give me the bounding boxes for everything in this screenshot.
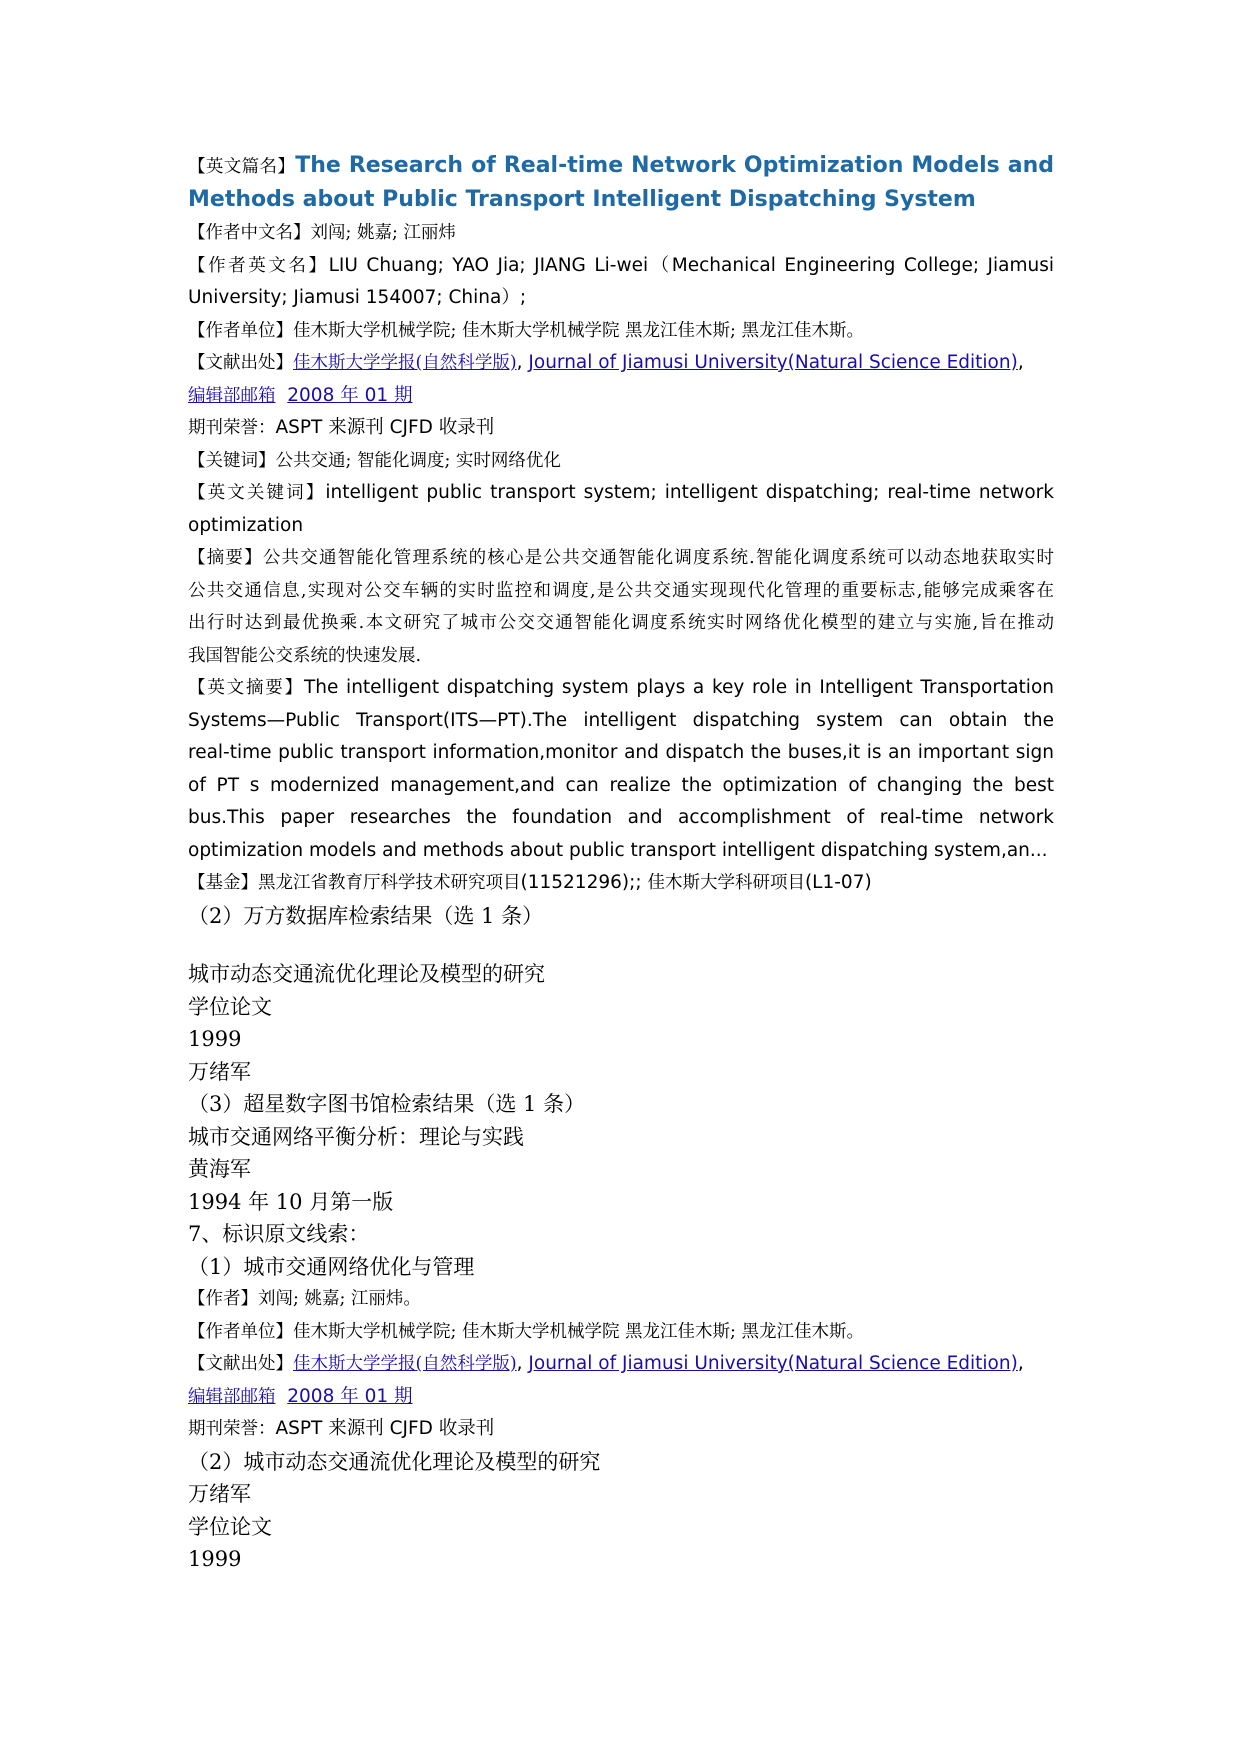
journal-honor-value: ASPT 来源刊 CJFD 收录刊 bbox=[275, 417, 495, 438]
abstract-text-2: 公共交通信息,实现对公交车辆的实时监控和调度,是公共交通实现现代化管理的重要标志,能够完成乘客在 bbox=[188, 580, 1054, 601]
section-7-item-2-year: 1999 bbox=[188, 1547, 242, 1571]
journal-cn-link[interactable]: 佳木斯大学学报(自然科学版) bbox=[293, 353, 517, 373]
chinese-authors-value: 刘闯; 姚嘉; 江丽炜 bbox=[310, 223, 456, 243]
source-line-1 bbox=[188, 347, 1054, 380]
section-7-item-2-author: 万绪军 bbox=[188, 1482, 251, 1506]
english-abstract-line-5 bbox=[188, 802, 1054, 835]
chinese-authors-tag: 【作者中文名】 bbox=[188, 223, 311, 243]
section-7-item-2-type: 学位论文 bbox=[188, 1514, 272, 1539]
keywords-value: 公共交通; 智能化调度; 实时网络优化 bbox=[275, 450, 561, 471]
english-keywords-tag: 【英文关键词】 bbox=[188, 483, 326, 503]
source-tag: 【文献出处】 bbox=[188, 353, 293, 373]
abstract-line-1 bbox=[188, 542, 1054, 575]
english-abstract-text-5: bus.This paper researches the foundation and accomplishment of real-time network bbox=[188, 807, 1054, 828]
english-title-line-2 bbox=[188, 184, 1054, 218]
section-7-source-tag: 【文献出处】 bbox=[188, 1354, 293, 1374]
section-7-editorial-email-link[interactable]: 编辑部邮箱 bbox=[188, 1386, 276, 1407]
english-authors-line-2 bbox=[188, 282, 1054, 315]
fund-tag: 【基金】 bbox=[188, 873, 258, 893]
section-7-honor-value: ASPT 来源刊 CJFD 收录刊 bbox=[275, 1418, 495, 1439]
english-abstract-text-3: real-time public transport information,monitor and dispatch the buses,it is an important sign bbox=[188, 742, 1054, 763]
chaoxing-author: 黄海军 bbox=[188, 1157, 251, 1181]
abstract-line-4 bbox=[188, 640, 1054, 673]
chaoxing-title: 城市交通网络平衡分析：理论与实践 bbox=[188, 1124, 524, 1149]
section-7-heading: 7、标识原文线索： bbox=[188, 1222, 370, 1246]
section-7-source-separator-2: , bbox=[1017, 1353, 1024, 1374]
wanfang-year: 1999 bbox=[188, 1027, 242, 1051]
affiliation-value: 佳木斯大学机械学院; 佳木斯大学机械学院 黑龙江佳木斯; 黑龙江佳木斯。 bbox=[293, 320, 864, 341]
section-7-item-2-heading: （2）城市动态交通流优化理论及模型的研究 bbox=[188, 1449, 601, 1474]
chinese-authors-line bbox=[188, 217, 1054, 250]
section-7-affiliation-line bbox=[188, 1316, 1054, 1349]
source-separator-1: , bbox=[516, 352, 529, 373]
english-abstract-text-6: optimization models and methods about public transport intelligent dispatching system,an... bbox=[188, 839, 1048, 861]
abstract-tag: 【摘要】 bbox=[188, 548, 263, 568]
editorial-email-link[interactable]: 编辑部邮箱 bbox=[188, 385, 276, 406]
section-7-authors-tag: 【作者】 bbox=[188, 1289, 258, 1309]
journal-honor-line bbox=[188, 412, 1054, 445]
english-abstract-line-3 bbox=[188, 737, 1054, 770]
journal-en-link[interactable]: Journal of Jiamusi University(Natural Science Edition) bbox=[528, 352, 1018, 373]
english-abstract-line-2 bbox=[188, 705, 1054, 738]
abstract-text-4: 我国智能公交系统的快速发展. bbox=[188, 645, 422, 666]
fund-text-2: 佳木斯大学科研项目 bbox=[647, 873, 805, 893]
wanfang-type: 学位论文 bbox=[188, 994, 272, 1019]
english-abstract-line-4 bbox=[188, 770, 1054, 803]
wanfang-heading: （2）万方数据库检索结果（选 1 条） bbox=[188, 903, 544, 928]
document-page bbox=[188, 150, 1054, 1576]
section-7-honor-label: 期刊荣誉： bbox=[188, 1419, 276, 1439]
keywords-line bbox=[188, 445, 1054, 478]
section-7-affiliation-value: 佳木斯大学机械学院; 佳木斯大学机械学院 黑龙江佳木斯; 黑龙江佳木斯。 bbox=[293, 1321, 864, 1342]
english-keywords-line-1 bbox=[188, 477, 1054, 510]
section-7-honor-line bbox=[188, 1413, 1054, 1446]
spacer bbox=[188, 932, 1054, 958]
english-authors-value-1: LIU Chuang; YAO Jia; JIANG Li-wei（Mechanical Engineering College; Jiamusi bbox=[328, 254, 1055, 276]
fund-number-1: (11521296);; bbox=[520, 872, 648, 893]
english-abstract-text-2: Systems—Public Transport(ITS—PT).The intelligent dispatching system can obtain the bbox=[188, 709, 1054, 731]
english-keywords-value-1: intelligent public transport system; intelligent dispatching; real-time network bbox=[325, 482, 1054, 503]
wanfang-author: 万绪军 bbox=[188, 1059, 251, 1084]
english-abstract-line-1 bbox=[188, 672, 1054, 705]
english-title-text-2: Methods about Public Transport Intelligent Dispatching System bbox=[188, 186, 976, 212]
chaoxing-heading: （3）超星数字图书馆检索结果（选 1 条） bbox=[188, 1092, 586, 1116]
section-7-affiliation-tag: 【作者单位】 bbox=[188, 1321, 293, 1342]
fund-line bbox=[188, 867, 1054, 900]
section-7-source-line-2 bbox=[188, 1381, 1054, 1414]
keywords-tag: 【关键词】 bbox=[188, 450, 276, 471]
fund-number-2: (L1-07) bbox=[804, 872, 872, 893]
english-authors-line-1 bbox=[188, 250, 1054, 283]
fund-text-1: 黑龙江省教育厅科学技术研究项目 bbox=[258, 873, 521, 893]
section-7-journal-en-link[interactable]: Journal of Jiamusi University(Natural Science Edition) bbox=[528, 1353, 1018, 1374]
wanfang-title: 城市动态交通流优化理论及模型的研究 bbox=[188, 962, 545, 986]
chaoxing-edition: 1994 年 10 月第一版 bbox=[188, 1189, 394, 1214]
affiliation-line bbox=[188, 315, 1054, 348]
english-title-line-1 bbox=[188, 150, 1054, 184]
english-title-text-1: The Research of Real-time Network Optimization Models and bbox=[295, 153, 1055, 178]
english-authors-value-2: University; Jiamusi 154007; China）; bbox=[188, 287, 527, 308]
abstract-text-3: 出行时达到最优换乘.本文研究了城市公交交通智能化调度系统实时网络优化模型的建立与实施,旨在推动 bbox=[188, 613, 1054, 633]
english-abstract-line-6 bbox=[188, 835, 1054, 868]
section-7-item-1-heading: （1）城市交通网络优化与管理 bbox=[188, 1254, 475, 1279]
english-abstract-tag: 【英文摘要】 bbox=[188, 678, 304, 698]
section-7-source-separator-1: , bbox=[516, 1353, 529, 1374]
source-separator-2: , bbox=[1017, 352, 1024, 373]
section-7-source-line-1 bbox=[188, 1348, 1054, 1381]
english-keywords-value-2: optimization bbox=[188, 514, 304, 536]
section-7-authors-value: 刘闯; 姚嘉; 江丽炜。 bbox=[258, 1289, 421, 1309]
english-title-tag: 【英文篇名】 bbox=[188, 157, 296, 177]
section-7-authors-line bbox=[188, 1283, 1054, 1316]
english-abstract-text-4: of PT s modernized management,and can realize the optimization of changing the best bbox=[188, 774, 1054, 796]
abstract-line-2 bbox=[188, 575, 1054, 608]
english-authors-tag: 【作者英文名】 bbox=[188, 255, 329, 276]
section-7-issue-link[interactable]: 2008 年 01 期 bbox=[287, 1385, 413, 1407]
english-abstract-text-1: The intelligent dispatching system plays a key role in Intelligent Transportation bbox=[303, 677, 1054, 698]
section-7-journal-cn-link[interactable]: 佳木斯大学学报(自然科学版) bbox=[293, 1354, 517, 1374]
abstract-text-1: 公共交通智能化管理系统的核心是公共交通智能化调度系统.智能化调度系统可以动态地获取实时 bbox=[262, 548, 1055, 568]
journal-honor-label: 期刊荣誉： bbox=[188, 418, 276, 438]
abstract-line-3 bbox=[188, 607, 1054, 640]
source-line-2 bbox=[188, 380, 1054, 413]
issue-link[interactable]: 2008 年 01 期 bbox=[287, 384, 413, 406]
english-keywords-line-2 bbox=[188, 510, 1054, 543]
affiliation-tag: 【作者单位】 bbox=[188, 320, 293, 341]
